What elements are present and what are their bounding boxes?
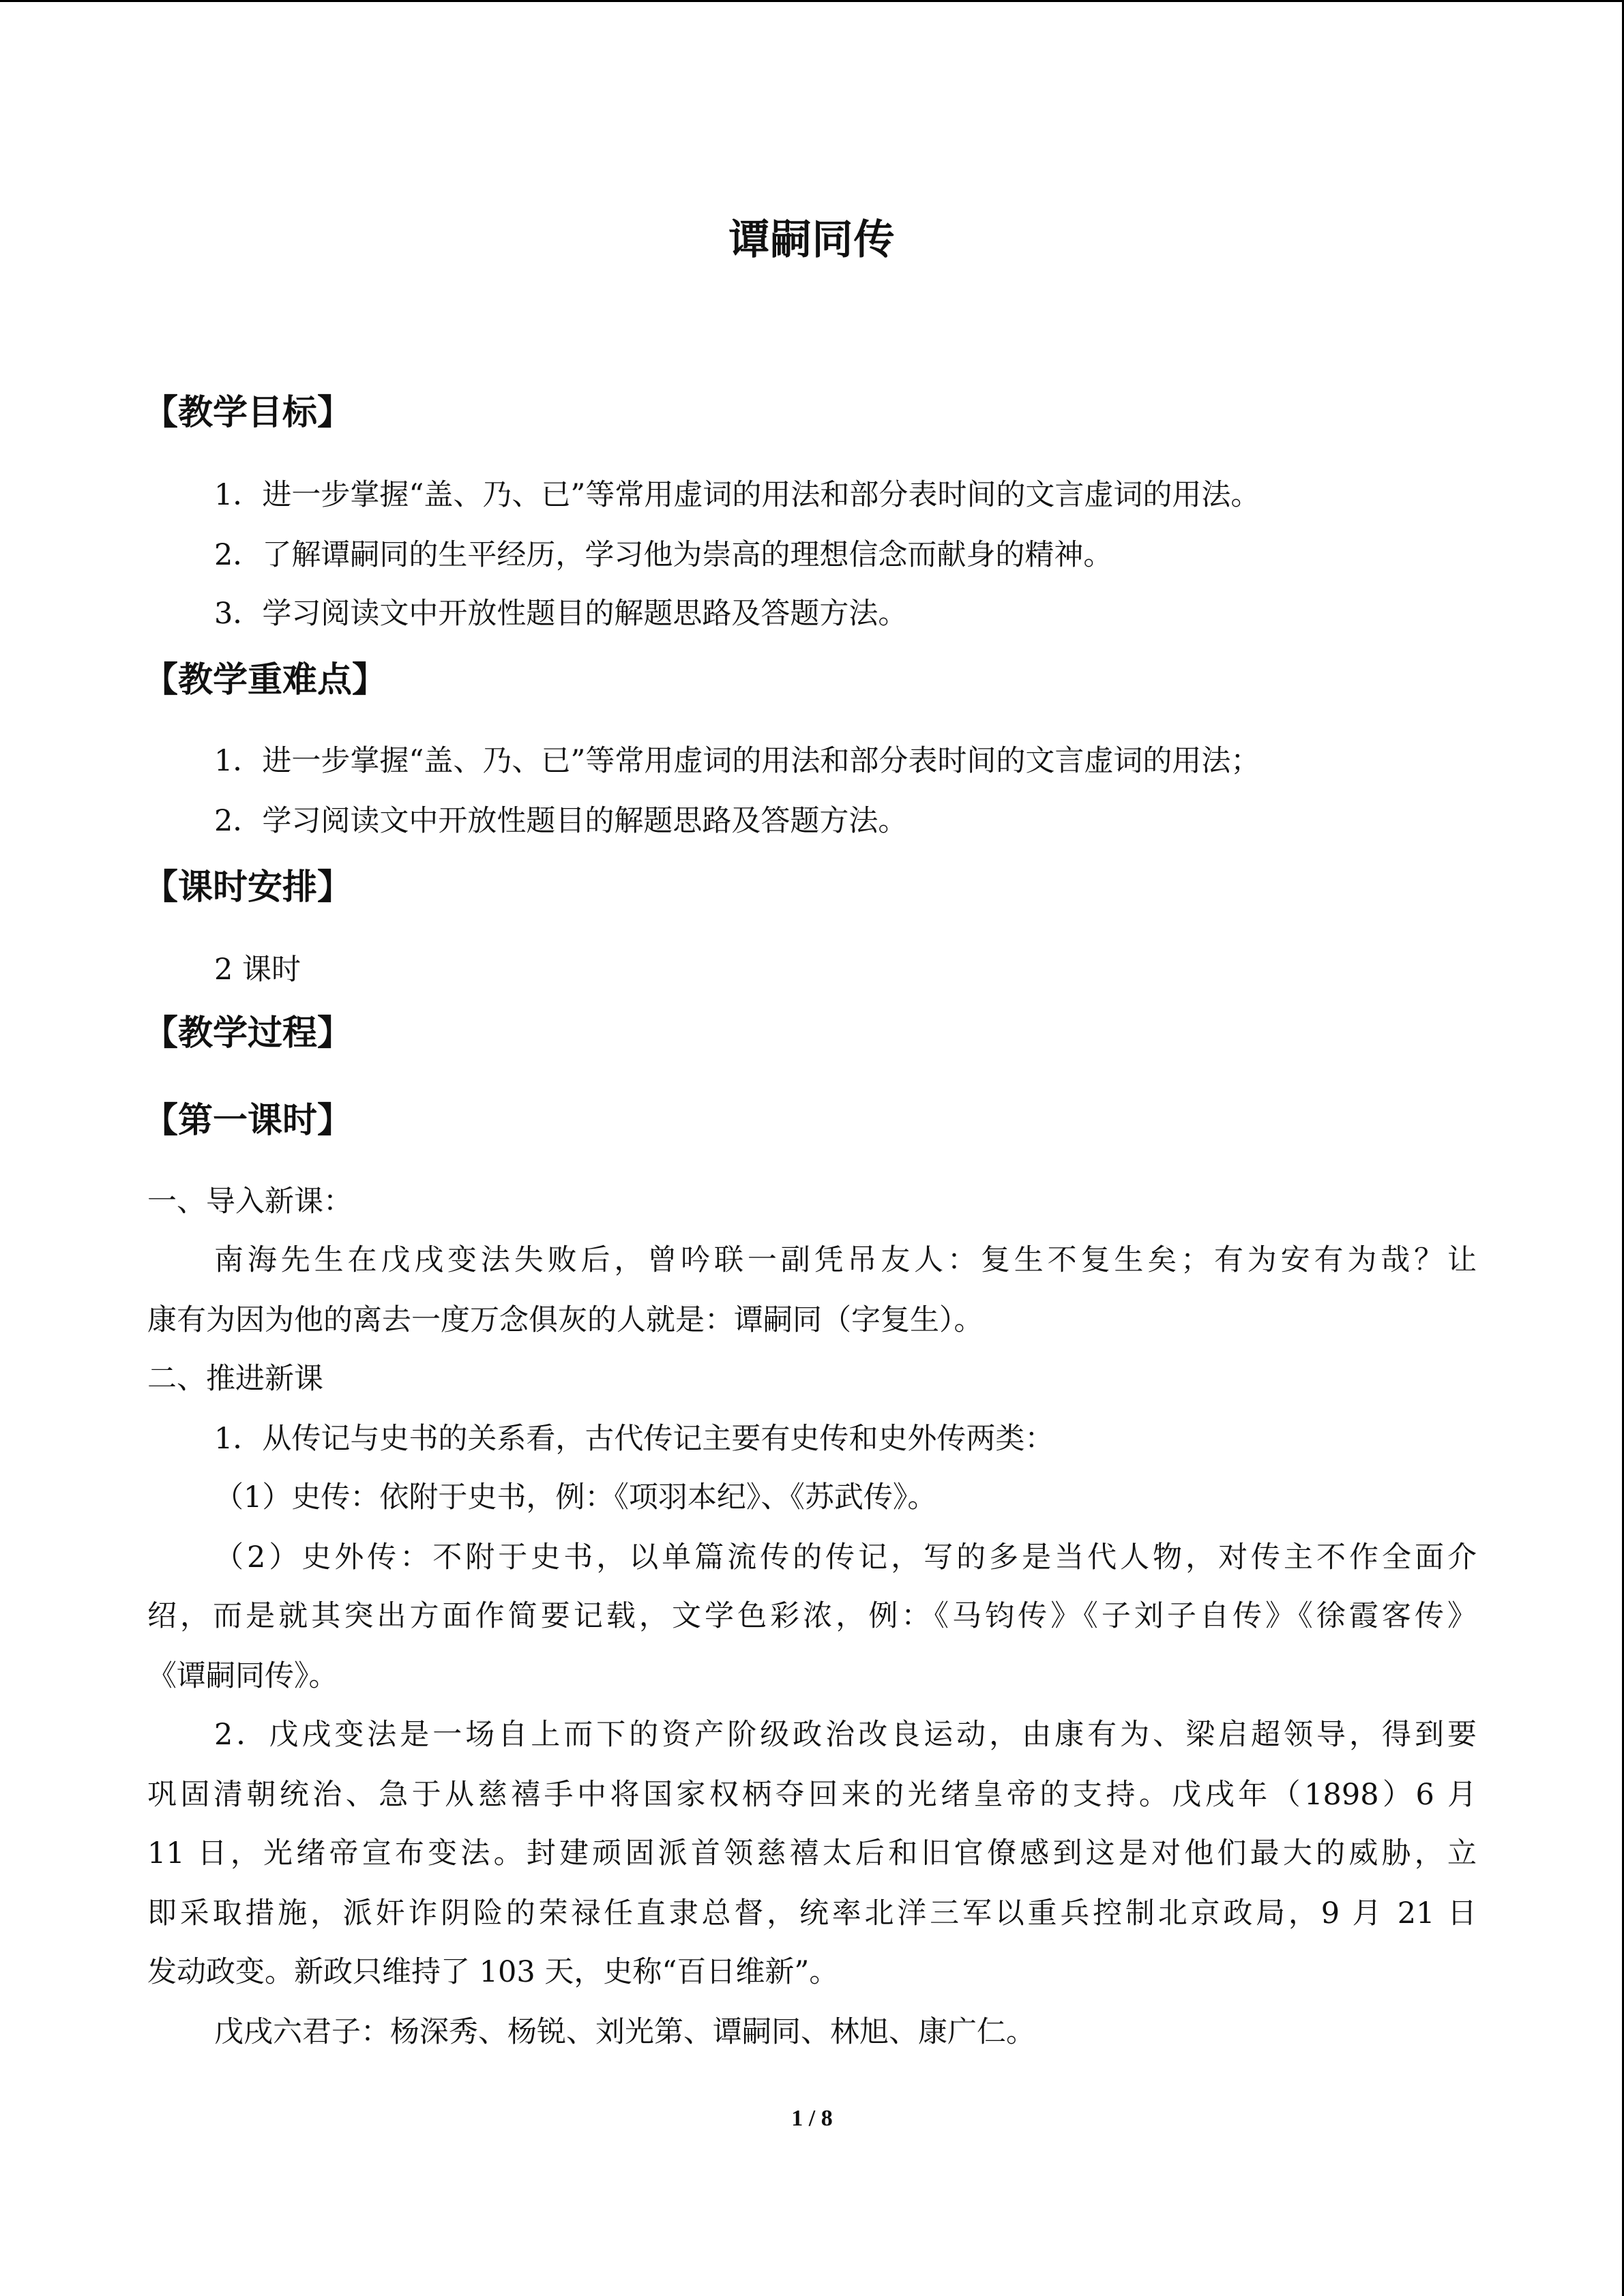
intro-line-2: 康有为因为他的离去一度万念俱灰的人就是：谭嗣同（字复生）。: [147, 1303, 984, 1337]
six-gentlemen-text: 戊戌六君子：杨深秀、杨锐、刘光第、谭嗣同、林旭、康广仁。: [214, 2015, 1035, 2049]
shiwaizhuan-line-1: （2）史外传：不附于史书，以单篇流传的传记，写的多是当代人物，对传主不作全面介: [214, 1540, 1477, 1575]
part-one-heading: 一、导入新课：: [147, 1184, 353, 1219]
part-two-heading: 二、推进新课: [147, 1362, 323, 1396]
heading-schedule: 【课时安排】: [143, 867, 353, 908]
point-two-line-3: 11 日，光绪帝宣布变法。封建顽固派首领慈禧太后和旧官僚感到这是对他们最大的威胁，立: [147, 1836, 1477, 1870]
document-title: 谭嗣同传: [728, 216, 896, 264]
shiwaizhuan-line-3: 《谭嗣同传》。: [147, 1659, 338, 1693]
page-top-border: [0, 0, 1624, 2]
point-two-line-2: 巩固清朝统治、急于从慈禧手中将国家权柄夺回来的光绪皇帝的支持。戊戌年（1898）6 月: [147, 1778, 1477, 1812]
page-number: 1 / 8: [791, 2106, 833, 2131]
schedule-text: 2 课时: [214, 953, 301, 987]
objective-item-3: 3．学习阅读文中开放性题目的解题思路及答题方法。: [214, 597, 908, 631]
point-two-line-4: 即采取措施，派奸诈阴险的荣禄任直隶总督，统率北洋三军以重兵控制北京政局，9 月 21 日: [147, 1896, 1477, 1930]
heading-key-points: 【教学重难点】: [143, 660, 387, 700]
heading-lesson-one: 【第一课时】: [143, 1101, 353, 1141]
objective-item-1: 1．进一步掌握“盖、乃、已”等常用虚词的用法和部分表时间的文言虚词的用法。: [214, 478, 1260, 512]
heading-objectives: 【教学目标】: [143, 393, 353, 433]
objective-item-2: 2．了解谭嗣同的生平经历，学习他为崇高的理想信念而献身的精神。: [214, 538, 1113, 572]
heading-process: 【教学过程】: [143, 1013, 353, 1054]
point-two-line-1: 2．戊戌变法是一场自上而下的资产阶级政治改良运动，由康有为、梁启超领导，得到要: [214, 1718, 1477, 1752]
point-one-text: 1．从传记与史书的关系看，古代传记主要有史传和史外传两类：: [214, 1422, 1054, 1456]
intro-line-1: 南海先生在戊戌变法失败后，曾吟联一副凭吊友人：复生不复生矣；有为安有为哉？让: [214, 1243, 1477, 1277]
point-two-line-5: 发动政变。新政只维持了 103 天，史称“百日维新”。: [147, 1955, 839, 1989]
key-point-item-2: 2．学习阅读文中开放性题目的解题思路及答题方法。: [214, 804, 908, 838]
shizhuan-text: （1）史传：依附于史书，例：《项羽本纪》、《苏武传》。: [214, 1480, 937, 1515]
shiwaizhuan-line-2: 绍，而是就其突出方面作简要记载，文学色彩浓，例：《马钧传》《子刘子自传》《徐霞客传》: [147, 1599, 1477, 1633]
key-point-item-1: 1．进一步掌握“盖、乃、已”等常用虚词的用法和部分表时间的文言虚词的用法；: [214, 744, 1260, 778]
